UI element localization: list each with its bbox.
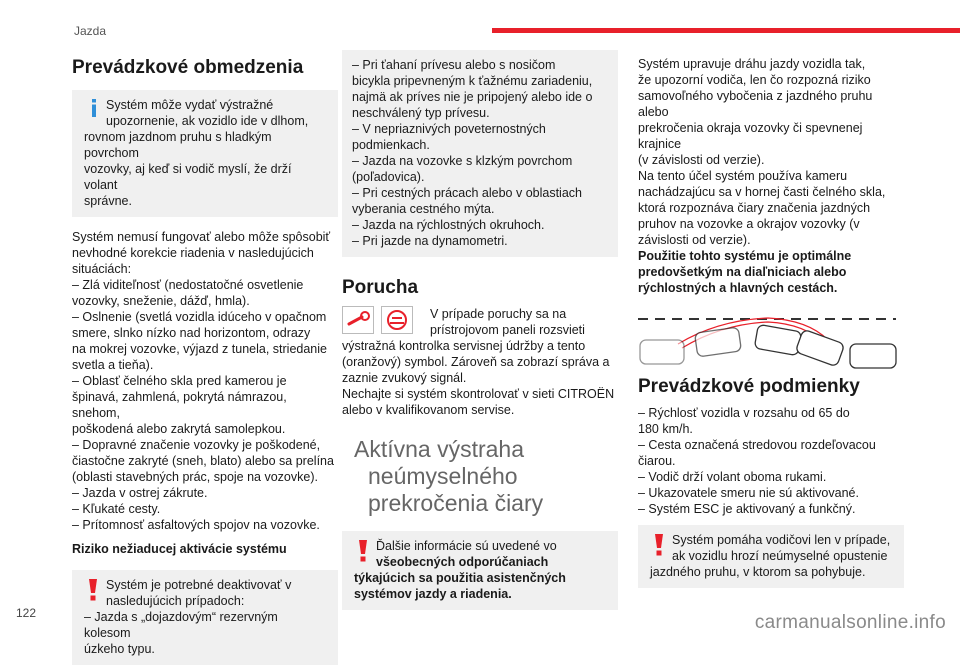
warning-icon (652, 534, 666, 556)
condition-line: – Vodič drží volant oboma rukami. (638, 470, 827, 484)
section-title-conditions: Prevádzkové podmienky (638, 376, 860, 397)
subheading-unwanted-activation: Riziko nežiaducej aktivácie systému (72, 542, 287, 556)
lane-assist-icon (381, 306, 413, 334)
note-line: systémov jazdy a riadenia. (354, 587, 512, 601)
note-line: – Jazda s „dojazdovým“ rezervným kolesom (84, 610, 278, 640)
condition-line: – Ukazovatele smeru nie sú aktivované. (638, 486, 859, 500)
body-line: – Jazda v ostrej zákrute. (72, 486, 208, 500)
list-line: – Jazda na vozovke s klzkým povrchom (352, 154, 573, 168)
column-1 (72, 50, 338, 665)
page-number: 122 (16, 606, 37, 620)
list-line: – V nepriaznivých poveternostných (352, 122, 546, 136)
info-note (72, 90, 338, 217)
note-line: týkajúcich sa použitia asistenčných (354, 571, 566, 585)
body-line: poškodená alebo zakrytá samolepkou. (72, 422, 286, 436)
note-line: rovnom jazdnom pruhu s hladkým povrchom (84, 130, 272, 160)
list-line: bicykla pripevneným k ťažnému zariadeniu, (352, 74, 593, 88)
note-line: jazdného pruhu, v ktorom sa pohybuje. (650, 565, 866, 579)
condition-line: čiarou. (638, 454, 676, 468)
title-line: neúmyselného (368, 463, 518, 489)
watermark: carmanualsonline.info (754, 612, 946, 633)
intro-line: závislosti od verzie). (638, 233, 751, 247)
intro-line: pruhov na vozovke a okrajov vozovky (v (638, 217, 860, 231)
fault-block (342, 306, 618, 418)
intro-text (638, 56, 904, 296)
body-line: situáciách: (72, 262, 132, 276)
list-line: – Pri jazde na dynamometri. (352, 234, 508, 248)
note-line: Systém je potrebné deaktivovať v (106, 578, 292, 592)
fault-icons (342, 306, 416, 334)
conditions-list (638, 405, 904, 517)
intro-bold-line: rýchlostných a hlavných cestách. (638, 281, 838, 295)
continued-list-box (342, 50, 618, 257)
title-line: prekročenia čiary (368, 490, 544, 516)
body-line: – Dopravné značenie vozovky je poškodené, (72, 438, 321, 452)
note-line: úzkeho typu. (84, 642, 155, 656)
body-line: smere, slnko nízko nad horizontom, odrazy (72, 326, 311, 340)
list-line: vyberania cestného mýta. (352, 202, 495, 216)
body-line: – Kľukaté cesty. (72, 502, 161, 516)
intro-line: samovoľného vybočenia z jazdného pruhu alebo (638, 89, 873, 119)
note-line: nasledujúcich prípadoch: (106, 594, 245, 608)
body-line: nevhodné korekcie riadenia v nasledujúcich (72, 246, 314, 260)
body-line: špinavá, zahmlená, pokrytá námrazou, snehom, (72, 390, 287, 420)
warning-icon (86, 579, 100, 601)
condition-line: – Cesta označená stredovou rozdeľovacou (638, 438, 876, 452)
column-2 (342, 50, 618, 610)
warning-icon (356, 540, 370, 562)
list-line: neschválený typ prívesu. (352, 106, 490, 120)
list-line: – Pri cestných prácach alebo v oblastiach (352, 186, 582, 200)
body-line: – Oslnenie (svetlá vozidla idúceho v opačnom (72, 310, 327, 324)
body-line: Systém nemusí fungovať alebo môže spôsobiť (72, 230, 331, 244)
section-title-limitations: Prevádzkové obmedzenia (72, 57, 304, 78)
body-line: svetla a tieňa). (72, 358, 154, 372)
lane-departure-illustration (638, 310, 900, 372)
warning-note (638, 525, 904, 588)
list-line: – Pri ťahaní prívesu alebo s nosičom (352, 58, 556, 72)
condition-line: 180 km/h. (638, 422, 693, 436)
column-3 (638, 50, 904, 588)
intro-line: nachádzajúcu sa v hornej časti čelného skla, (638, 185, 886, 199)
note-line: Ďalšie informácie sú uvedené vo (376, 539, 557, 553)
header-accent-bar (492, 28, 960, 33)
body-line: – Zlá viditeľnosť (nedostatočné osvetlenie (72, 278, 304, 292)
limitations-body (72, 229, 338, 533)
list-line: najmä ak príves nie je pripojený alebo ide o (352, 90, 593, 104)
note-line: všeobecných odporúčaniach (376, 555, 549, 569)
note-line: vozovky, aj keď si vodič myslí, že drží volant (84, 162, 292, 192)
section-title-fault: Porucha (342, 277, 419, 298)
list-line: podmienkach. (352, 138, 430, 152)
list-line: – Jazda na rýchlostných okruhoch. (352, 218, 545, 232)
body-line: čiastočne zakryté (sneh, blato) alebo sa prelína (72, 454, 334, 468)
note-line: ak vozidlu hrozí neúmyselné opustenie (672, 549, 888, 563)
car-icon (640, 324, 896, 368)
fault-line: V prípade poruchy sa na (430, 307, 567, 321)
note-line: Systém pomáha vodičovi len v prípade, (672, 533, 891, 547)
intro-line: ktorá rozpoznáva čiary značenia jazdných (638, 201, 871, 215)
note-line: Systém môže vydať výstražné (106, 98, 274, 112)
body-line: – Prítomnosť asfaltových spojov na vozovke. (72, 518, 320, 532)
section-title-lane-warning (342, 436, 618, 517)
fault-line: prístrojovom paneli rozsvieti (430, 323, 585, 337)
intro-line: Systém upravuje dráhu jazdy vozidla tak, (638, 57, 866, 71)
fault-line: alebo v kvalifikovanom servise. (342, 403, 515, 417)
header-section: Jazda (74, 24, 107, 38)
intro-line: Na tento účel systém používa kameru (638, 169, 848, 183)
fault-line: Nechajte si systém skontrolovať v sieti CITROËN (342, 387, 615, 401)
body-line: – Oblasť čelného skla pred kamerou je (72, 374, 287, 388)
title-line: Aktívna výstraha (354, 436, 525, 462)
wrench-icon (342, 306, 374, 334)
intro-bold-line: Použitie tohto systému je optimálne (638, 249, 852, 263)
warning-note (342, 531, 618, 610)
list-line: (poľadovica). (352, 170, 425, 184)
body-line: (oblasti stavebných prác, spoje na vozovke). (72, 470, 318, 484)
fault-line: zaznie zvukový signál. (342, 371, 467, 385)
note-line: správne. (84, 194, 132, 208)
intro-line: že upozorní vodiča, len čo rozpozná riziko (638, 73, 871, 87)
note-line: upozornenie, ak vozidlo ide v dlhom, (106, 114, 309, 128)
intro-line: prekročenia okraja vozovky či spevnenej krajnice (638, 121, 863, 151)
body-line: na mokrej vozovke, výjazd z tunela, striedanie (72, 342, 327, 356)
info-icon (86, 99, 102, 117)
intro-line: (v závislosti od verzie). (638, 153, 765, 167)
fault-line: výstražná kontrolka servisnej údržby a tento (342, 339, 586, 353)
warning-note (72, 570, 338, 665)
condition-line: – Systém ESC je aktivovaný a funkčný. (638, 502, 856, 516)
condition-line: – Rýchlosť vozidla v rozsahu od 65 do (638, 406, 850, 420)
fault-line: (oranžový) symbol. Zároveň sa zobrazí správa a (342, 355, 610, 369)
intro-bold-line: predovšetkým na diaľniciach alebo (638, 265, 847, 279)
body-line: vozovky, sneženie, dážď, hmla). (72, 294, 250, 308)
